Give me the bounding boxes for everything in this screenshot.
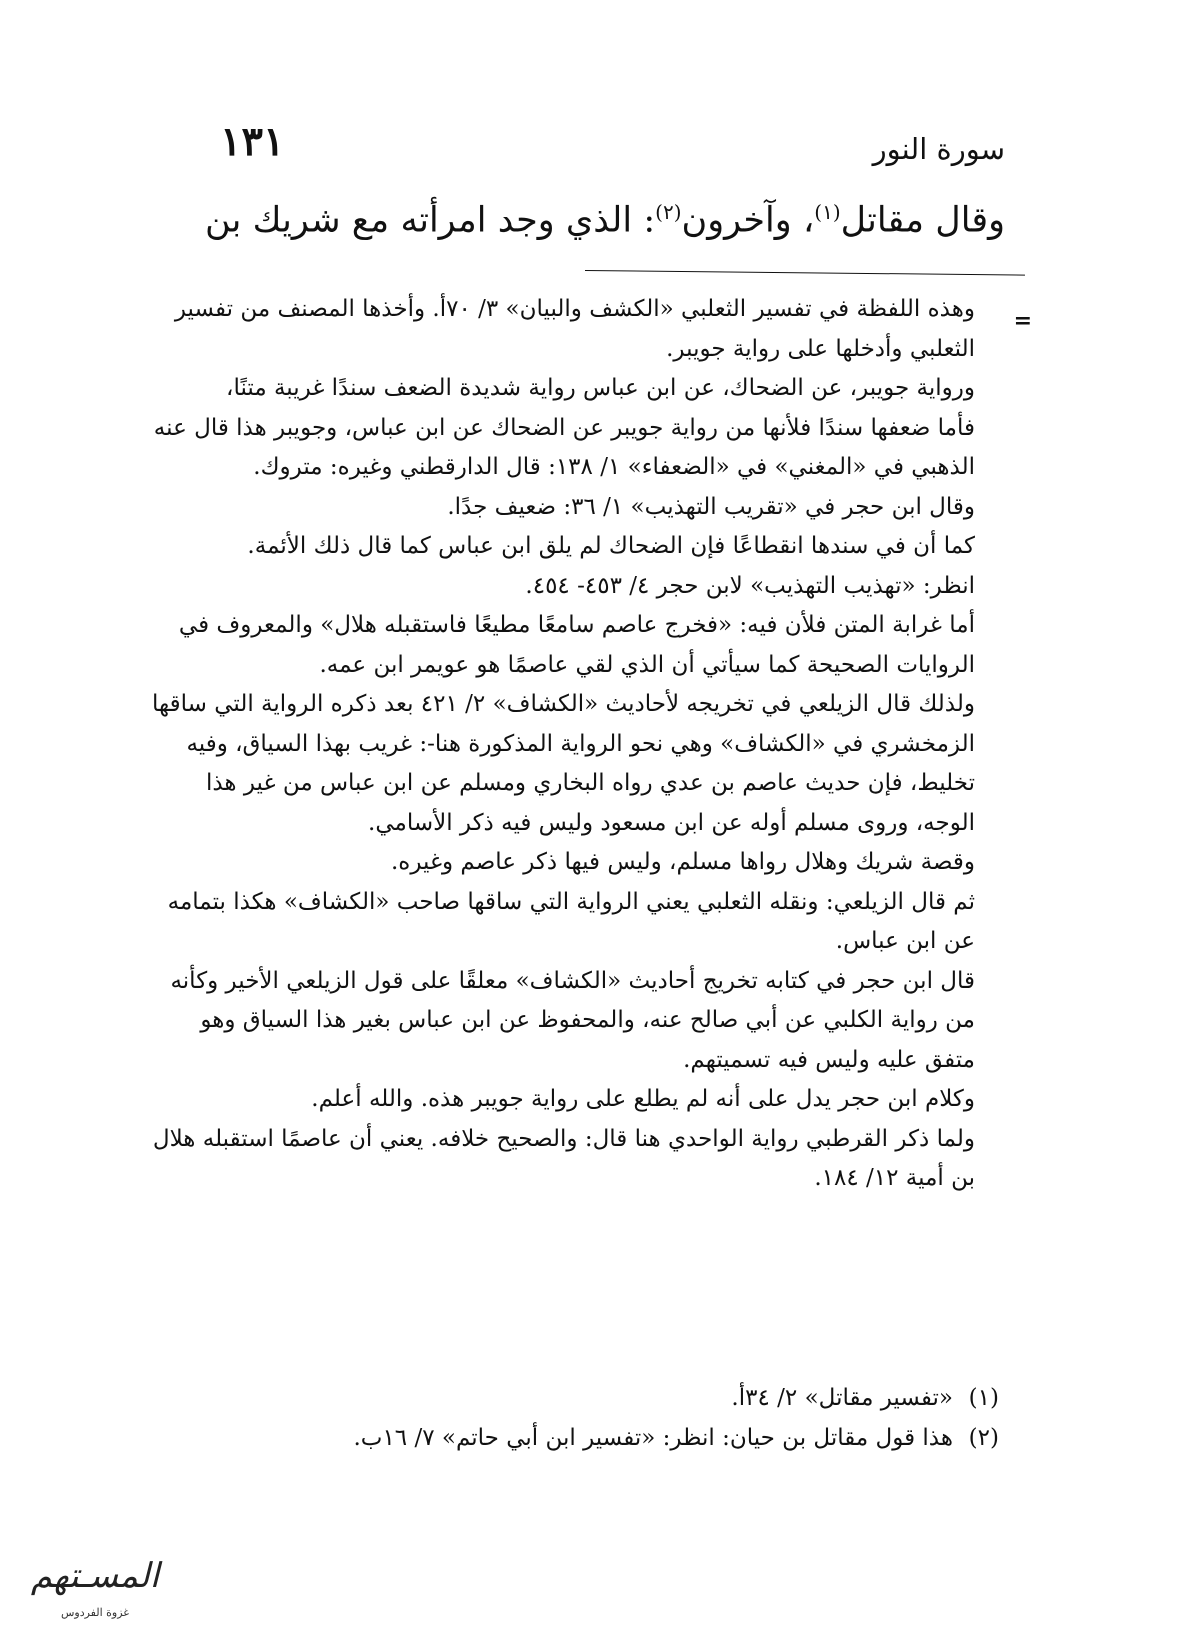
continued-footnote xyxy=(145,290,975,1199)
note-paragraph: كما أن في سندها انقطاعًا فإن الضحاك لم يلق ابن عباس كما قال ذلك الأئمة. xyxy=(247,533,975,559)
note-paragraph: أما غرابة المتن فلأن فيه: «فخرج عاصم سامعًا مطيعًا فاستقبله هلال» والمعروف في الروايات الصحيحة كما سيأتي أن الذي لقي عاصمًا هو عويمر ابن عمه. xyxy=(178,612,975,678)
note-paragraph: فأما ضعفها سندًا فلأنها من رواية جويبر عن الضحاك عن ابن عباس، وجويبر هذا قال عنه الذهبي في «المغني» في «الضعفاء» ١/ ١٣٨: قال الدارقطني وغيره: متروك. xyxy=(153,414,975,480)
page-number: ١٣١ xyxy=(220,118,285,165)
note-paragraph: وكلام ابن حجر يدل على أنه لم يطلع على رواية جويبر هذه. والله أعلم. xyxy=(311,1086,975,1112)
footnote-item xyxy=(139,1418,999,1458)
main-text-part: ، وآخرون xyxy=(681,200,815,241)
continuation-mark: = xyxy=(1013,308,1032,334)
note-paragraph: ثم قال الزيلعي: ونقله الثعلبي يعني الرواية التي ساقها صاحب «الكشاف» هكذا بتمامه عن ابن عباس. xyxy=(167,888,975,954)
footnote-ref-2[interactable]: (٢) xyxy=(655,200,682,224)
main-text-part: وقال مقاتل xyxy=(840,200,1005,241)
footnote-item xyxy=(139,1378,999,1418)
footnote-separator xyxy=(585,270,1025,276)
footnote-ref-1[interactable]: (١) xyxy=(814,200,841,224)
note-paragraph: ولما ذكر القرطبي رواية الواحدي هنا قال: والصحيح خلافه. يعني أن عاصمًا استقبله هلال بن أمية ١٢/ ١٨٤. xyxy=(152,1125,975,1191)
surah-title: سورة النور xyxy=(872,132,1005,166)
footnote-text: هذا قول مقاتل بن حيان: انظر: «تفسير ابن أبي حاتم» ٧/ ١٦ب. xyxy=(353,1425,953,1451)
note-paragraph: ولذلك قال الزيلعي في تخريجه لأحاديث «الكشاف» ٢/ ٤٢١ بعد ذكره الرواية التي ساقها الزمخشري في «الكشاف» وهي نحو الرواية المذكورة هنا-: غريب بهذا السياق، وفيه تخليط، فإن حديث عاصم بن عدي رواه البخاري ومسلم عن ابن عباس من غير هذا الوجه، وروى مسلم أوله عن ابن مسعود وليس فيه ذكر الأسامي. xyxy=(152,691,975,836)
footnote-list xyxy=(139,1378,999,1458)
note-paragraph: وهذه اللفظة في تفسير الثعلبي «الكشف والبيان» ٣/ ٧٠أ. وأخذها المصنف من تفسير الثعلبي وأدخلها على رواية جويبر. xyxy=(174,296,975,362)
publisher-logo-subtext: غزوة الفردوس xyxy=(60,1606,130,1619)
main-text-line xyxy=(205,200,1005,241)
note-paragraph: قال ابن حجر في كتابه تخريج أحاديث «الكشاف» معلقًا على قول الزيلعي الأخير وكأنه من رواية الكلبي عن أبي صالح عنه، والمحفوظ عن ابن عباس بغير هذا السياق وهو متفق عليه وليس فيه تسميتهم. xyxy=(170,967,975,1073)
footnote-text: «تفسير مقاتل» ٢/ ٣٤أ. xyxy=(731,1385,953,1411)
note-paragraph: انظر: «تهذيب التهذيب» لابن حجر ٤/ ٤٥٣- ٤٥٤. xyxy=(525,572,975,599)
note-paragraph: ورواية جويبر، عن الضحاك، عن ابن عباس رواية شديدة الضعف سندًا غريبة متنًا، xyxy=(226,375,975,401)
main-text-part: : الذي وجد امرأته مع شريك بن xyxy=(205,200,656,241)
footnote-number: (١) xyxy=(968,1385,999,1411)
publisher-logo: المسـتهم xyxy=(30,1556,160,1596)
note-paragraph: وقصة شريك وهلال رواها مسلم، وليس فيها ذكر عاصم وغيره. xyxy=(390,849,975,875)
note-paragraph: وقال ابن حجر في «تقريب التهذيب» ١/ ٣٦: ضعيف جدًا. xyxy=(447,493,975,520)
footnote-number: (٢) xyxy=(968,1425,999,1451)
